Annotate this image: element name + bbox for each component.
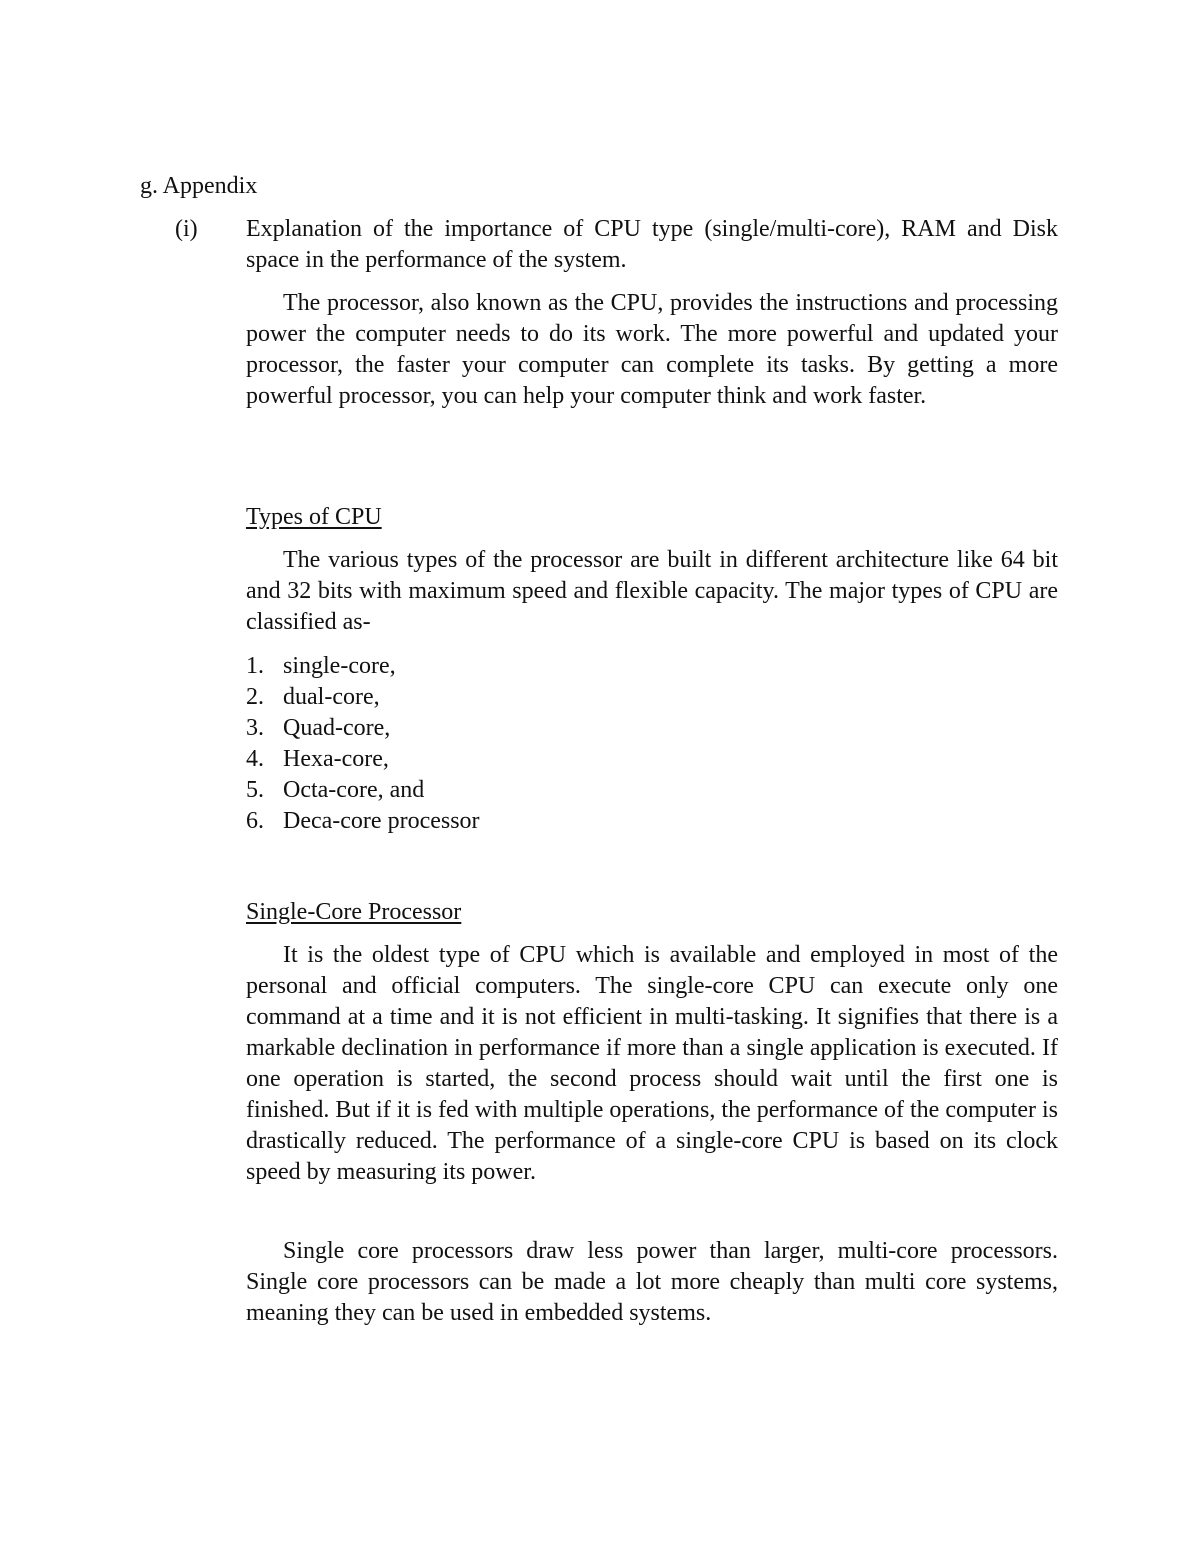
list-number: 1.: [246, 653, 264, 679]
list-number: 4.: [246, 746, 264, 772]
list-number: 2.: [246, 684, 264, 710]
single-core-paragraph-1-block: [246, 940, 1058, 1188]
single-core-paragraph-2-block: [246, 1236, 1058, 1329]
list-text: Hexa-core,: [283, 746, 389, 772]
types-paragraph-block: [246, 545, 1058, 638]
list-text: single-core,: [283, 653, 396, 679]
list-item: [246, 713, 1058, 744]
cpu-types-list-block: [246, 651, 1058, 837]
types-paragraph: The various types of the processor are built in different architecture like 64 bit and 32 bits with maximum speed and flexible capacity. The major types of CPU are classified as-: [246, 547, 1058, 635]
item-marker: (i): [175, 216, 198, 242]
list-item: [246, 651, 1058, 682]
list-item: [246, 744, 1058, 775]
intro-paragraph: The processor, also known as the CPU, provides the instructions and processing power the computer needs to do its work. The more powerful and updated your processor, the faster your computer can complete its tasks. By getting a more powerful processor, you can help your computer think and work faster.: [246, 290, 1058, 409]
single-core-heading: Single-Core Processor: [246, 899, 462, 925]
list-item: [246, 775, 1058, 806]
types-heading-block: [246, 502, 1058, 533]
list-text: Octa-core, and: [283, 777, 425, 803]
types-of-cpu-heading: Types of CPU: [246, 504, 382, 530]
single-core-heading-block: [246, 897, 1058, 928]
cpu-types-list: [246, 651, 1058, 837]
list-number: 3.: [246, 715, 264, 741]
intro-block: [246, 288, 1058, 412]
list-text: dual-core,: [283, 684, 380, 710]
list-item: [246, 806, 1058, 837]
list-number: 5.: [246, 777, 264, 803]
list-number: 6.: [246, 808, 264, 834]
single-core-paragraph-2: Single core processors draw less power than larger, multi-core processors. Single core processors can be made a lot more cheaply than multi core systems, meaning they can be used in embedded systems.: [246, 1238, 1058, 1326]
item-title: Explanation of the importance of CPU type (single/multi-core), RAM and Disk space in the performance of the system.: [246, 216, 1058, 273]
appendix-heading: g. Appendix: [140, 173, 258, 199]
list-text: Quad-core,: [283, 715, 391, 741]
single-core-paragraph-1: It is the oldest type of CPU which is available and employed in most of the personal and official computers. The single-core CPU can execute only one command at a time and it is not efficient in multi-tasking. It signifies that there is a markable declination in performance if more than a single application is executed. If one operation is started, the second process should wait until the first one is finished. But if it is fed with multiple operations, the performance of the computer is drastically reduced. The performance of a single-core CPU is based on its clock speed by measuring its power.: [246, 942, 1058, 1185]
list-text: Deca-core processor: [283, 808, 480, 834]
list-item: [246, 682, 1058, 713]
